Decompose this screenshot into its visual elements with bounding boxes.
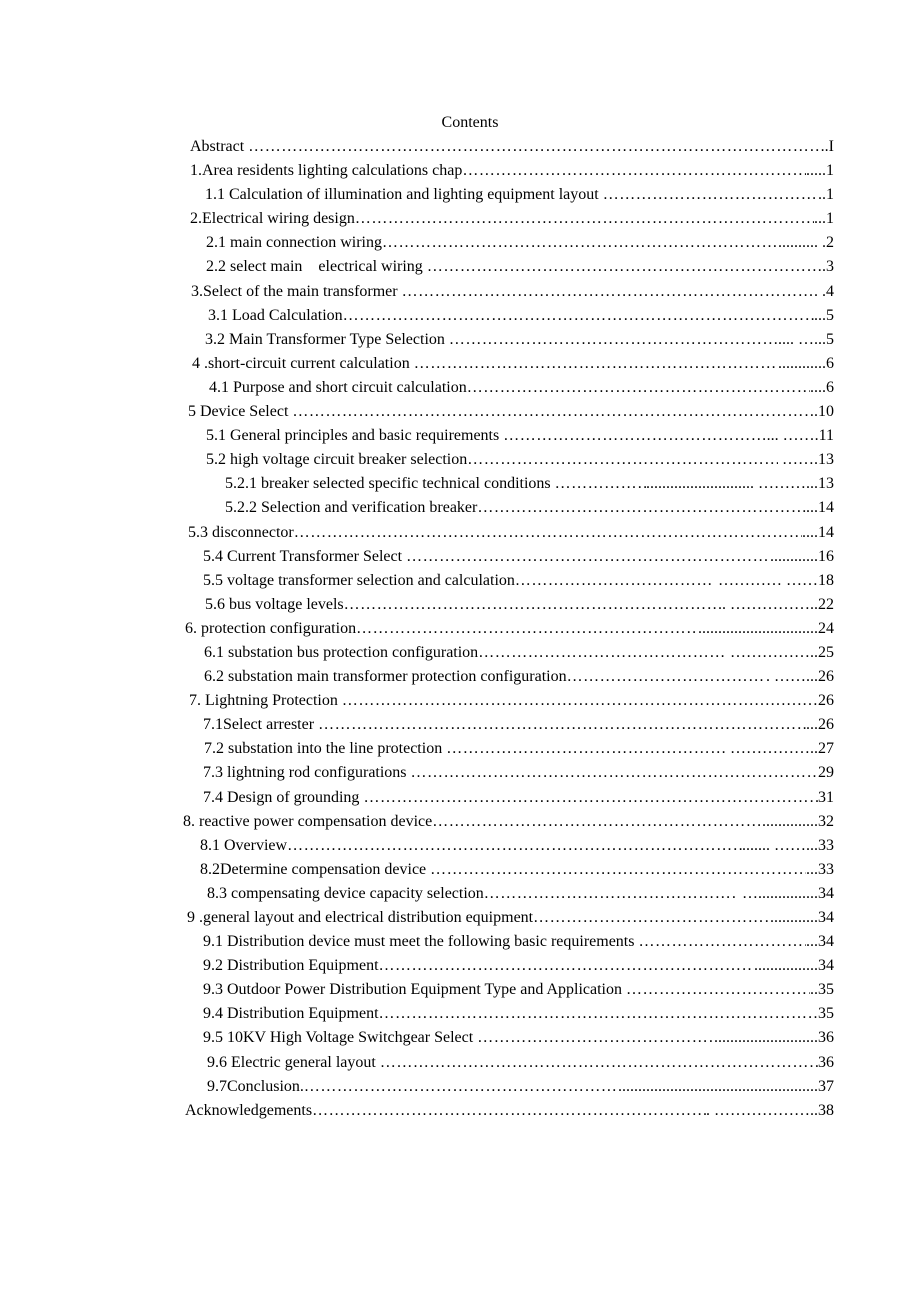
toc-entry-label: 5.5 voltage transformer selection and calculation: [203, 571, 515, 589]
toc-entry-label: 9.2 Distribution Equipment: [203, 957, 379, 975]
toc-entry-label: Abstract: [190, 138, 249, 155]
toc-entry: [0, 497, 920, 521]
toc-dot-leader: [356, 618, 698, 640]
toc-dot-leader: [342, 690, 754, 712]
toc-entry: [0, 955, 920, 979]
toc-entry-page: 31: [818, 788, 834, 806]
toc-entry-page: .10: [814, 403, 834, 421]
toc-entry-page: 29: [818, 764, 834, 782]
toc-entry-label: 4.1 Purpose and short circuit calculation: [209, 378, 467, 396]
toc-entry-label: 1.Area residents lighting calculations chap: [190, 162, 463, 180]
toc-entry: [0, 160, 920, 184]
toc-entry: [0, 1076, 920, 1100]
toc-dot-leader: [406, 546, 770, 568]
toc-entry-label: 5.2 high voltage circuit breaker selection: [206, 451, 468, 469]
toc-entry-page: ..............................24: [698, 619, 834, 637]
toc-dot-leader: [626, 979, 810, 1001]
toc-dot-leader: [379, 955, 754, 977]
toc-entry-label: 5.3 disconnector: [188, 523, 294, 541]
toc-entry-page: ………… ……18: [714, 571, 834, 589]
toc-dot-leader: [294, 522, 802, 544]
toc-entry-label: 5.6 bus voltage levels: [205, 595, 344, 613]
toc-title: Contents: [441, 114, 499, 131]
toc-entry-page: ..........................36: [714, 1029, 834, 1047]
toc-entry-page: ....6: [810, 378, 834, 396]
toc-entry-page: …………26: [754, 692, 834, 710]
toc-entry: [0, 1052, 920, 1076]
toc-entry-page: ............34: [770, 909, 834, 926]
toc-entry-page: ....14: [802, 523, 834, 541]
toc-entry-label: 9 .general layout and electrical distribution equipment: [187, 909, 534, 926]
toc-entry: [0, 1027, 920, 1051]
toc-entry-label: 2.1 main connection wiring: [206, 234, 382, 252]
toc-dot-leader: [248, 136, 820, 158]
toc-entry: [0, 835, 920, 859]
toc-entry: [0, 425, 920, 449]
toc-entry-label: 8. reactive power compensation device: [183, 812, 433, 830]
toc-entry: [0, 859, 920, 883]
toc-entry: [0, 738, 920, 762]
toc-dot-leader: [343, 305, 814, 327]
toc-entry: [0, 305, 920, 329]
toc-dot-leader: [380, 1052, 818, 1074]
toc-dot-leader: [402, 281, 814, 303]
toc-entry: [0, 594, 920, 618]
toc-entry-page: .. ……………..22: [718, 595, 834, 613]
toc-entry-label: 6. protection configuration: [185, 619, 357, 637]
toc-entry-page: ............6: [778, 354, 834, 372]
toc-entry: [0, 811, 920, 835]
toc-entry: [0, 353, 920, 377]
toc-dot-leader: [379, 1003, 818, 1025]
toc-entry: [0, 329, 920, 353]
toc-entry-label: 9.7Conclusion.: [207, 1077, 304, 1095]
toc-entry-page: .....1: [806, 162, 834, 180]
toc-entry-page: ...26: [806, 716, 834, 734]
toc-entry-page: 35: [818, 1005, 834, 1023]
toc-entry: [0, 184, 920, 208]
toc-entry: [0, 522, 920, 546]
toc-entry-page: ... …….11: [766, 427, 834, 445]
toc-dot-leader: [638, 931, 806, 953]
toc-entry-label: 7.4 Design of grounding: [203, 788, 364, 806]
toc-entry: [0, 883, 920, 907]
toc-entry-label: 3.Select of the main transformer: [191, 282, 402, 300]
toc-entry-page: . ……...26: [766, 668, 834, 686]
toc-entry-page: ..............32: [762, 812, 834, 830]
toc-dot-leader: [477, 497, 806, 519]
toc-dot-leader: [467, 449, 778, 471]
toc-dot-leader: [477, 1027, 714, 1049]
toc-entry-label: 8.1 Overview: [200, 836, 288, 854]
toc-entry: [0, 546, 920, 570]
toc-entry-page: ........................... ………...13: [646, 475, 834, 493]
toc-dot-leader: [603, 184, 818, 206]
toc-entry-page: ……………..25: [726, 643, 834, 661]
toc-dot-leader: [318, 714, 806, 736]
toc-entry: [0, 979, 920, 1003]
toc-entry-label: 7.1Select arrester: [203, 716, 319, 734]
toc-entry: [0, 281, 920, 305]
toc-entry-page: …...............34: [738, 884, 834, 902]
toc-entry-page: .... …...5: [778, 330, 834, 348]
toc-dot-leader: [430, 859, 806, 881]
toc-entry-label: 7. Lightning Protection: [189, 692, 342, 710]
toc-entry-label: 5.4 Current Transformer Select: [203, 547, 407, 565]
toc-dot-leader: [363, 787, 818, 809]
toc-dot-leader: [467, 377, 810, 399]
toc-entry-page: ...33: [806, 860, 834, 878]
toc-dot-leader: [446, 738, 726, 760]
toc-entry: [0, 787, 920, 811]
toc-dot-leader: [312, 1100, 706, 1122]
toc-entry: [0, 642, 920, 666]
toc-list: [0, 136, 920, 1124]
toc-dot-leader: [555, 473, 646, 495]
toc-entry-label: 5 Device Select: [188, 403, 293, 421]
toc-dot-leader: [484, 883, 738, 905]
toc-entry: [0, 208, 920, 232]
toc-entry-page: ..35: [810, 981, 834, 999]
toc-entry-label: 9.3 Outdoor Power Distribution Equipment Type and Application: [203, 981, 626, 999]
toc-entry: [0, 762, 920, 786]
toc-dot-leader: [533, 907, 770, 929]
toc-dot-leader: [515, 570, 714, 592]
toc-dot-leader: [304, 1076, 618, 1098]
toc-entry-page: ...1: [814, 210, 834, 228]
toc-entry-page: ............16: [770, 547, 834, 565]
toc-dot-leader: [292, 401, 814, 423]
toc-dot-leader: [432, 811, 762, 833]
toc-dot-leader: [355, 208, 814, 230]
toc-dot-leader: [567, 666, 766, 688]
toc-entry-label: 7.2 substation into the line protection: [204, 740, 447, 758]
toc-entry-page: ..I: [820, 138, 834, 155]
toc-dot-leader: [287, 835, 742, 857]
toc-entry: [0, 377, 920, 401]
toc-entry-label: 9.6 Electric general layout: [207, 1053, 380, 1071]
toc-entry-page: ...34: [806, 933, 834, 951]
toc-entry-page: .......... .2: [778, 234, 834, 252]
toc-entry: [0, 256, 920, 280]
toc-entry: [0, 401, 920, 425]
toc-entry: [0, 666, 920, 690]
toc-entry-label: 5.2.1 breaker selected specific technical conditions: [225, 475, 555, 493]
toc-entry: [0, 1100, 920, 1124]
toc-entry-label: 9.5 10KV High Voltage Switchgear Select: [203, 1029, 478, 1047]
toc-entry-page: ....... ……...33: [742, 836, 834, 854]
toc-entry-label: 2.Electrical wiring design: [190, 210, 355, 228]
toc-dot-leader: [382, 232, 778, 254]
toc-entry-page: .3: [822, 258, 834, 276]
toc-entry: [0, 907, 920, 931]
toc-entry: [0, 931, 920, 955]
toc-entry: [0, 232, 920, 256]
toc-entry-label: 7.3 lightning rod configurations: [203, 764, 411, 782]
toc-entry: [0, 1003, 920, 1027]
toc-entry: [0, 570, 920, 594]
toc-dot-leader: [503, 425, 766, 447]
toc-entry-label: 6.2 substation main transformer protection configuration: [204, 668, 567, 686]
toc-entry-page: . .4: [814, 282, 834, 300]
toc-dot-leader: [449, 329, 778, 351]
toc-entry: [0, 449, 920, 473]
toc-entry-label: 9.4 Distribution Equipment: [203, 1005, 379, 1023]
toc-entry: [0, 136, 920, 160]
toc-entry-label: 5.2.2 Selection and verification breaker: [225, 499, 478, 517]
toc-entry: [0, 714, 920, 738]
toc-entry-label: 5.1 General principles and basic requirements: [206, 427, 504, 445]
toc-entry: [0, 690, 920, 714]
toc-entry-label: 1.1 Calculation of illumination and lighting equipment layout: [205, 186, 603, 204]
toc-dot-leader: [462, 160, 806, 182]
toc-dot-leader: [344, 594, 718, 616]
toc-entry-page: ...5: [814, 306, 834, 324]
toc-entry: [0, 473, 920, 497]
toc-entry-label: Acknowledgements: [185, 1101, 313, 1119]
toc-dot-leader: [411, 762, 818, 784]
toc-entry-page: ...14: [806, 499, 834, 517]
toc-entry-label: 8.3 compensating device capacity selection: [207, 884, 484, 902]
toc-entry-page: …….13: [778, 451, 834, 469]
toc-dot-leader: [478, 642, 726, 664]
toc-entry-label: 2.2 select main electrical wiring: [206, 258, 427, 276]
toc-entry-page: ……………..27: [726, 740, 834, 758]
toc-entry-label: 8.2Determine compensation device: [200, 860, 431, 878]
toc-entry: [0, 618, 920, 642]
toc-entry-page: 36: [818, 1053, 834, 1071]
toc-entry-label: 3.2 Main Transformer Type Selection: [205, 330, 449, 348]
toc-dot-leader: [414, 353, 778, 375]
toc-entry-page: . ………………..38: [706, 1101, 834, 1119]
toc-entry-label: 9.1 Distribution device must meet the following basic requirements: [203, 933, 639, 951]
toc-dot-leader: [427, 256, 822, 278]
toc-entry-label: 4 .short-circuit current calculation: [192, 354, 414, 372]
toc-entry-page: ................34: [754, 957, 834, 975]
toc-entry-page: ..................................................37: [618, 1077, 834, 1095]
toc-entry-page: ..1: [818, 186, 834, 204]
toc-entry-label: 3.1 Load Calculation: [208, 306, 343, 324]
toc-entry-label: 6.1 substation bus protection configuration: [204, 643, 479, 661]
